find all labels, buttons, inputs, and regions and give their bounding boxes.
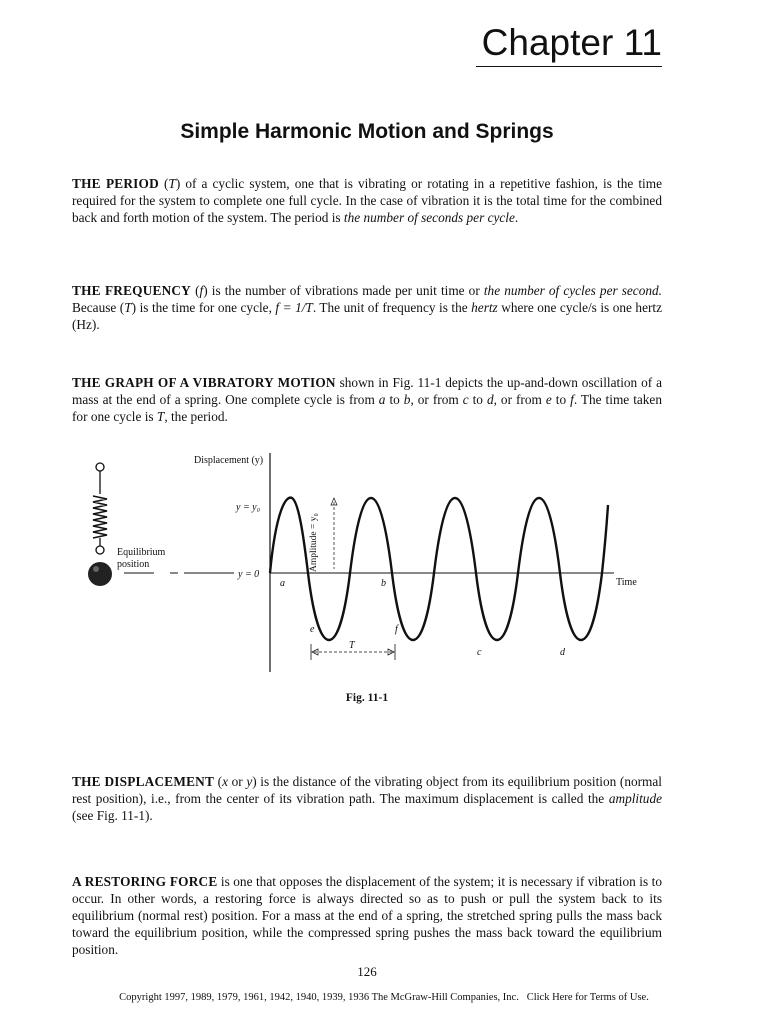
y0-label: y = y₀ <box>236 502 261 513</box>
paragraph-displacement: THE DISPLACEMENT (x or y) is the distance of the vibrating object from its equilibrium position (normal rest position), i.e., from the center of its vibration path. The maximum displacement is called the amplitude (see Fig. 11-1). <box>72 774 662 823</box>
paragraph-restoring-force: A RESTORING FORCE is one that opposes the displacement of the system; it is necessary if vibration is to occur. In other words, a restoring force is always directed so as to push or pull the system back to its equilibrium (normal rest) position. For a mass at the end of a spring, the stretched spring pulls the mass back toward the equilibrium position, while the compressed spring pushes the mass back toward the equilibrium position. <box>72 874 662 957</box>
frequency-formula: f = 1/T <box>275 300 313 315</box>
position-label: position <box>117 559 150 570</box>
period-text: of a cyclic system, one that is vibrating or rotating in a repetitive fashion, is the time required for the system to complete one full cycle. In the case of vibration it is the total time for the combined back and forth motion of the system. The period is <box>72 176 662 225</box>
point-c: c <box>477 647 482 658</box>
displacement-curve <box>270 498 608 640</box>
chapter-title: Chapter 11 <box>481 22 662 63</box>
paragraph-graph: THE GRAPH OF A VIBRATORY MOTION shown in Fig. 11-1 depicts the up-and-down oscillation of a mass at the end of a spring. One complete cycle is from a to b, or from c to d, or from e to f. The time taken for one cycle is T, the period. <box>72 375 662 424</box>
symbol-f: f <box>199 283 204 298</box>
point-f: f <box>395 624 398 635</box>
terms-link[interactable]: Click Here for Terms of Use. <box>526 992 649 1003</box>
symbol-T: T <box>168 176 176 191</box>
zero-label: y = 0 <box>238 569 260 580</box>
point-e: e <box>310 624 315 635</box>
term-graph: THE GRAPH OF A VIBRATORY MOTION <box>72 375 336 390</box>
paragraph-frequency: THE FREQUENCY (f) is the number of vibrations made per unit time or the number of cycles per second. Because (T) is the time for one cycle, f = 1/T. The unit of frequency is the hertz where one cycle/s is one hertz (Hz). <box>72 283 662 332</box>
period-label: T <box>349 640 355 651</box>
term-period: THE PERIOD <box>72 176 159 191</box>
term-restoring-force: A RESTORING FORCE <box>72 874 218 889</box>
point-a: a <box>280 578 285 589</box>
term-frequency: THE FREQUENCY <box>72 283 191 298</box>
point-d: d <box>560 647 565 658</box>
page-number: 126 <box>357 964 377 979</box>
amplitude-label: Amplitude = y₀ <box>309 513 319 572</box>
spring-mass-icon <box>88 463 112 586</box>
paragraph-period: THE PERIOD (T) of a cyclic system, one that is vibrating or rotating in a repetitive fashion, is the time required for the system to complete one full cycle. In the case of vibration it is the total time for the combined back and forth motion of the system. The period is the number of seconds per cycle. <box>72 176 662 225</box>
time-label: Time <box>616 577 637 588</box>
footer <box>0 992 768 1003</box>
term-displacement: THE DISPLACEMENT <box>72 774 215 789</box>
figure-caption: Fig. 11-1 <box>345 692 389 704</box>
period-italic: the number of seconds per cycle <box>343 210 515 225</box>
section-title: Simple Harmonic Motion and Springs <box>180 120 554 143</box>
equilibrium-label: Equilibrium <box>117 547 166 558</box>
copyright-text: Copyright 1997, 1989, 1979, 1961, 1942, 1940, 1939, 1936 The McGraw-Hill Companies, Inc. <box>119 992 519 1003</box>
y-axis-label: Displacement (y) <box>194 455 264 466</box>
figure-11-1 <box>84 450 644 680</box>
point-b: b <box>381 578 386 589</box>
chapter-rule <box>476 66 662 67</box>
